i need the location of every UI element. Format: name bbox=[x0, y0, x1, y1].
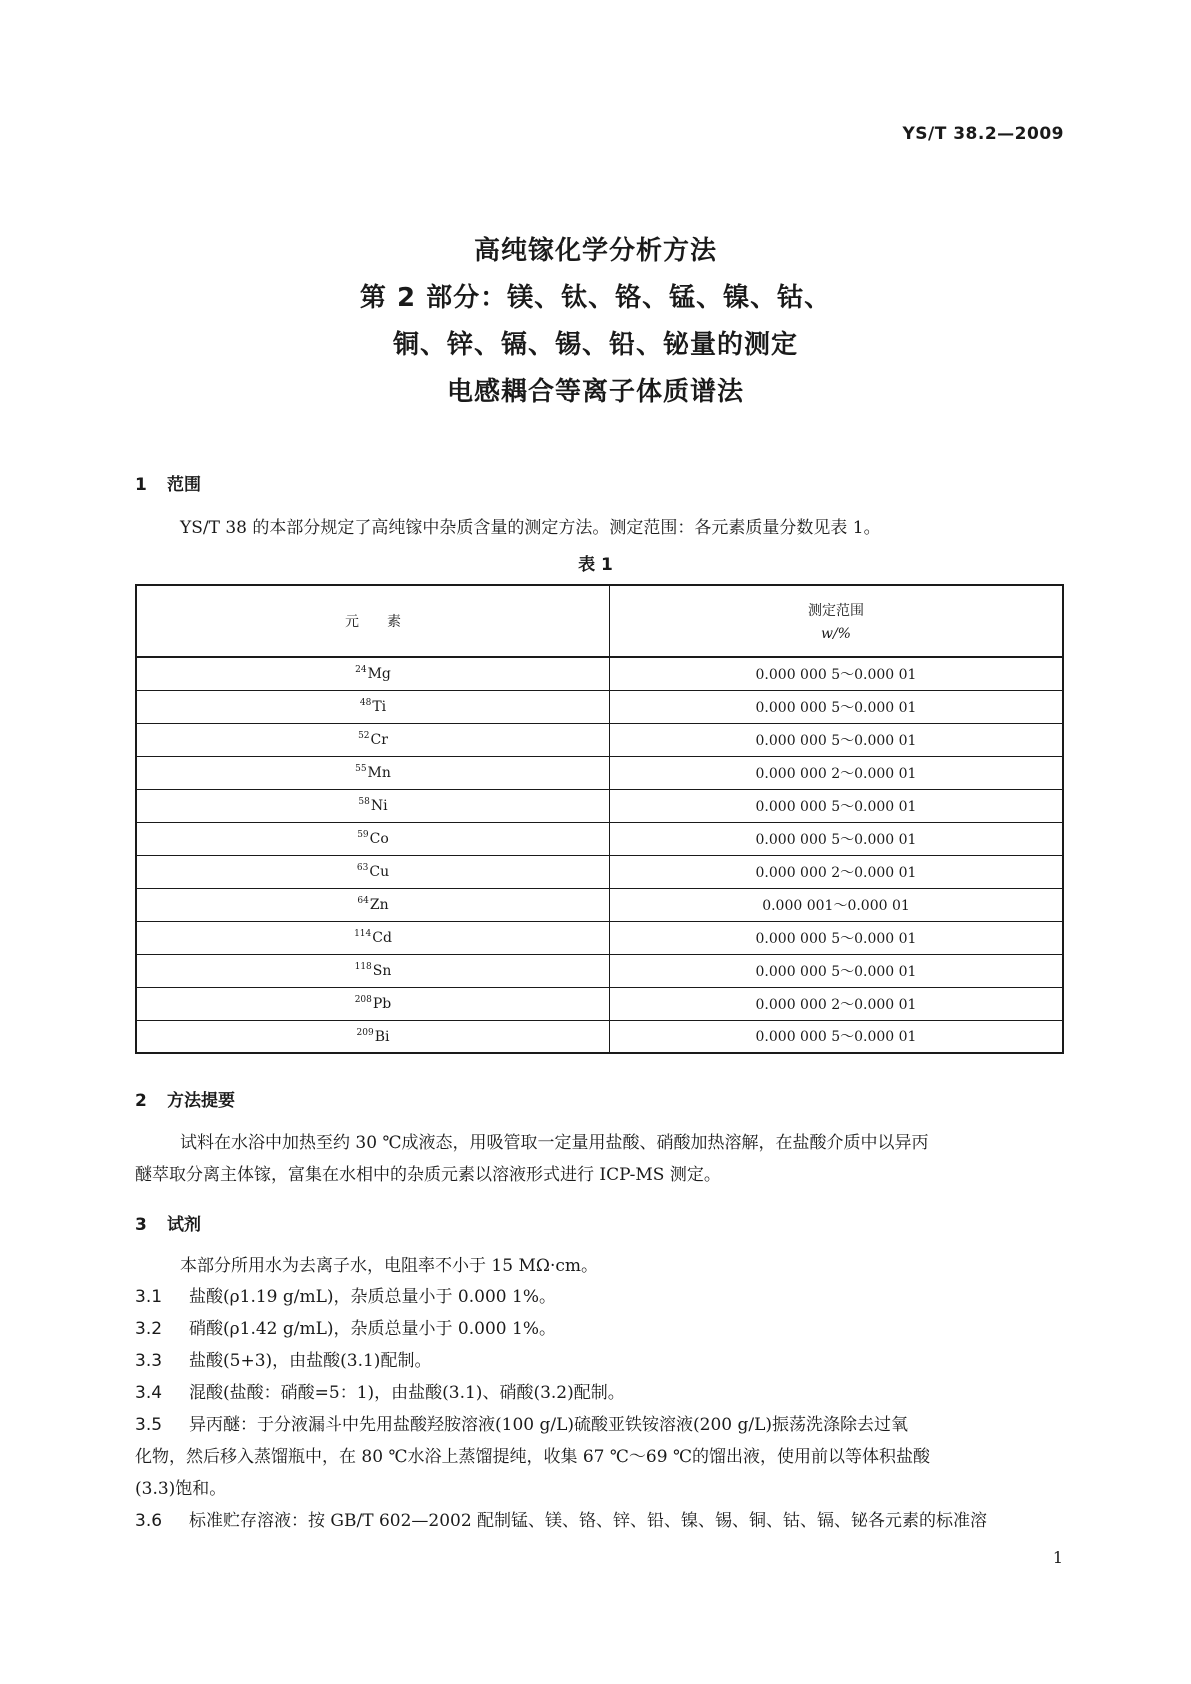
range-cell: 0.000 001～0.000 01 bbox=[610, 888, 1064, 921]
element-symbol: Zn bbox=[369, 897, 389, 913]
section-number: 2 bbox=[135, 1091, 147, 1111]
item-number: 3.1 bbox=[135, 1287, 163, 1307]
table-row bbox=[136, 921, 1063, 954]
element-cell bbox=[136, 921, 610, 954]
element-symbol: Mn bbox=[367, 765, 391, 781]
item-text: 异丙醚：于分液漏斗中先用盐酸羟胺溶液(100 g/L)硫酸亚铁铵溶液(200 g/L)振荡洗涤除去过氧 bbox=[189, 1415, 909, 1435]
section-2-heading bbox=[135, 1086, 235, 1111]
mass-number: 24 bbox=[355, 665, 367, 676]
range-header-unit: w/% bbox=[820, 626, 851, 642]
element-cell bbox=[136, 723, 610, 756]
element-cell bbox=[136, 822, 610, 855]
table-row bbox=[136, 822, 1063, 855]
mass-number: 59 bbox=[357, 830, 369, 840]
element-symbol: Cr bbox=[370, 732, 388, 748]
table-row bbox=[136, 954, 1063, 987]
mass-number: 52 bbox=[358, 731, 370, 741]
mass-number: 64 bbox=[357, 896, 369, 906]
reagent-item-3-6 bbox=[135, 1505, 1065, 1537]
reagent-item bbox=[135, 1345, 1065, 1377]
section-3-heading bbox=[135, 1210, 201, 1235]
title-line-4: 电感耦合等离子体质谱法 bbox=[446, 377, 744, 407]
range-cell: 0.000 000 5～0.000 01 bbox=[610, 954, 1064, 987]
element-cell bbox=[136, 657, 610, 690]
element-cell bbox=[136, 987, 610, 1020]
table-row bbox=[136, 756, 1063, 789]
item-text: 盐酸(ρ1.19 g/mL)，杂质总量小于 0.000 1%。 bbox=[189, 1287, 556, 1307]
mass-number: 55 bbox=[355, 764, 367, 774]
table-row bbox=[136, 789, 1063, 822]
range-cell: 0.000 000 2～0.000 01 bbox=[610, 987, 1064, 1020]
title-line-1: 高纯镓化学分析方法 bbox=[473, 236, 717, 266]
element-symbol: Mg bbox=[367, 666, 391, 683]
reagent-item-3-5 bbox=[135, 1409, 1065, 1441]
item-number: 3.3 bbox=[135, 1351, 163, 1371]
range-header-label: 测定范围 bbox=[808, 603, 864, 619]
mass-number: 63 bbox=[356, 863, 369, 873]
element-cell bbox=[136, 690, 610, 723]
table-row bbox=[136, 987, 1063, 1020]
element-symbol: Cu bbox=[369, 864, 390, 880]
title-line-3: 铜、锌、镉、锡、铅、铋量的测定 bbox=[392, 330, 798, 360]
element-cell bbox=[136, 756, 610, 789]
table-row bbox=[136, 1020, 1063, 1053]
item-text: 硝酸(ρ1.42 g/mL)，杂质总量小于 0.000 1%。 bbox=[189, 1319, 556, 1339]
element-symbol: Ti bbox=[372, 699, 387, 715]
element-symbol: Cd bbox=[372, 930, 392, 946]
element-symbol: Bi bbox=[374, 1028, 390, 1045]
page-number: 1 bbox=[1052, 1548, 1063, 1567]
range-cell: 0.000 000 5～0.000 01 bbox=[610, 921, 1064, 954]
range-cell: 0.000 000 5～0.000 01 bbox=[610, 657, 1064, 690]
mass-number: 208 bbox=[354, 995, 372, 1005]
document-title bbox=[0, 228, 1191, 416]
range-cell: 0.000 000 5～0.000 01 bbox=[610, 1020, 1064, 1053]
section-title: 方法提要 bbox=[167, 1091, 235, 1111]
element-cell bbox=[136, 855, 610, 888]
reagent-item bbox=[135, 1377, 1065, 1409]
mass-number: 114 bbox=[354, 929, 372, 939]
section-1-text: YS/T 38 的本部分规定了高纯镓中杂质含量的测定方法。测定范围：各元素质量分数见表 1。 bbox=[180, 518, 881, 538]
table-row bbox=[136, 888, 1063, 921]
item-number: 3.5 bbox=[135, 1415, 163, 1435]
table-body bbox=[136, 657, 1063, 1053]
table-row bbox=[136, 855, 1063, 888]
table-row bbox=[136, 657, 1063, 690]
item-text: 混酸(盐酸：硝酸=5：1)，由盐酸(3.1)、硝酸(3.2)配制。 bbox=[189, 1383, 625, 1403]
range-cell: 0.000 000 2～0.000 01 bbox=[610, 756, 1064, 789]
section-2-line-1: 试料在水浴中加热至约 30 ℃成液态，用吸管取一定量用盐酸、硝酸加热溶解，在盐酸介质中以异丙 bbox=[180, 1133, 929, 1153]
item-text: 盐酸(5+3)，由盐酸(3.1)配制。 bbox=[189, 1351, 432, 1371]
reagent-item-3-5-line-2: 化物，然后移入蒸馏瓶中，在 80 ℃水浴上蒸馏提纯，收集 67 ℃～69 ℃的馏出液，使用前以等体积盐酸 bbox=[135, 1447, 930, 1467]
range-column-header bbox=[610, 585, 1064, 657]
reagent-item bbox=[135, 1281, 1065, 1313]
range-cell: 0.000 000 5～0.000 01 bbox=[610, 789, 1064, 822]
element-symbol: Co bbox=[369, 831, 389, 847]
range-cell: 0.000 000 5～0.000 01 bbox=[610, 822, 1064, 855]
table-row bbox=[136, 723, 1063, 756]
mass-number: 48 bbox=[359, 698, 372, 708]
item-text: 标准贮存溶液：按 GB/T 602—2002 配制锰、镁、铬、锌、铅、镍、锡、铜、钴、镉、铋各元素的标准溶 bbox=[189, 1511, 988, 1531]
table-header-row bbox=[136, 585, 1063, 657]
item-number: 3.4 bbox=[135, 1383, 163, 1403]
element-symbol: Sn bbox=[372, 963, 392, 979]
title-line-2: 第 2 部分：镁、钛、铬、锰、镍、钴、 bbox=[359, 283, 832, 313]
mass-number: 58 bbox=[358, 797, 370, 807]
table-caption: 表 1 bbox=[578, 555, 613, 575]
element-symbol: Ni bbox=[370, 798, 388, 814]
section-number: 1 bbox=[135, 475, 147, 495]
element-symbol: Pb bbox=[372, 996, 392, 1012]
item-number: 3.2 bbox=[135, 1319, 163, 1339]
table-row bbox=[136, 690, 1063, 723]
section-number: 3 bbox=[135, 1215, 147, 1235]
section-2-line-2: 醚萃取分离主体镓，富集在水相中的杂质元素以溶液形式进行 ICP-MS 测定。 bbox=[135, 1165, 721, 1185]
section-title: 试剂 bbox=[167, 1215, 201, 1235]
element-cell bbox=[136, 789, 610, 822]
range-cell: 0.000 000 2～0.000 01 bbox=[610, 855, 1064, 888]
mass-number: 209 bbox=[356, 1027, 374, 1038]
section-1-heading bbox=[135, 470, 201, 495]
mass-number: 118 bbox=[354, 962, 372, 972]
range-cell: 0.000 000 5～0.000 01 bbox=[610, 690, 1064, 723]
range-cell: 0.000 000 5～0.000 01 bbox=[610, 723, 1064, 756]
range-table bbox=[135, 584, 1064, 1054]
item-number: 3.6 bbox=[135, 1511, 163, 1531]
element-cell bbox=[136, 954, 610, 987]
section-title: 范围 bbox=[167, 475, 201, 495]
standard-code: YS/T 38.2—2009 bbox=[902, 124, 1064, 144]
element-cell bbox=[136, 1020, 610, 1053]
reagent-item-3-5-line-3: (3.3)饱和。 bbox=[135, 1479, 227, 1499]
section-3-intro: 本部分所用水为去离子水，电阻率不小于 15 MΩ·cm。 bbox=[180, 1256, 598, 1276]
reagent-item bbox=[135, 1313, 1065, 1345]
element-cell bbox=[136, 888, 610, 921]
element-column-header: 元 素 bbox=[136, 585, 610, 657]
